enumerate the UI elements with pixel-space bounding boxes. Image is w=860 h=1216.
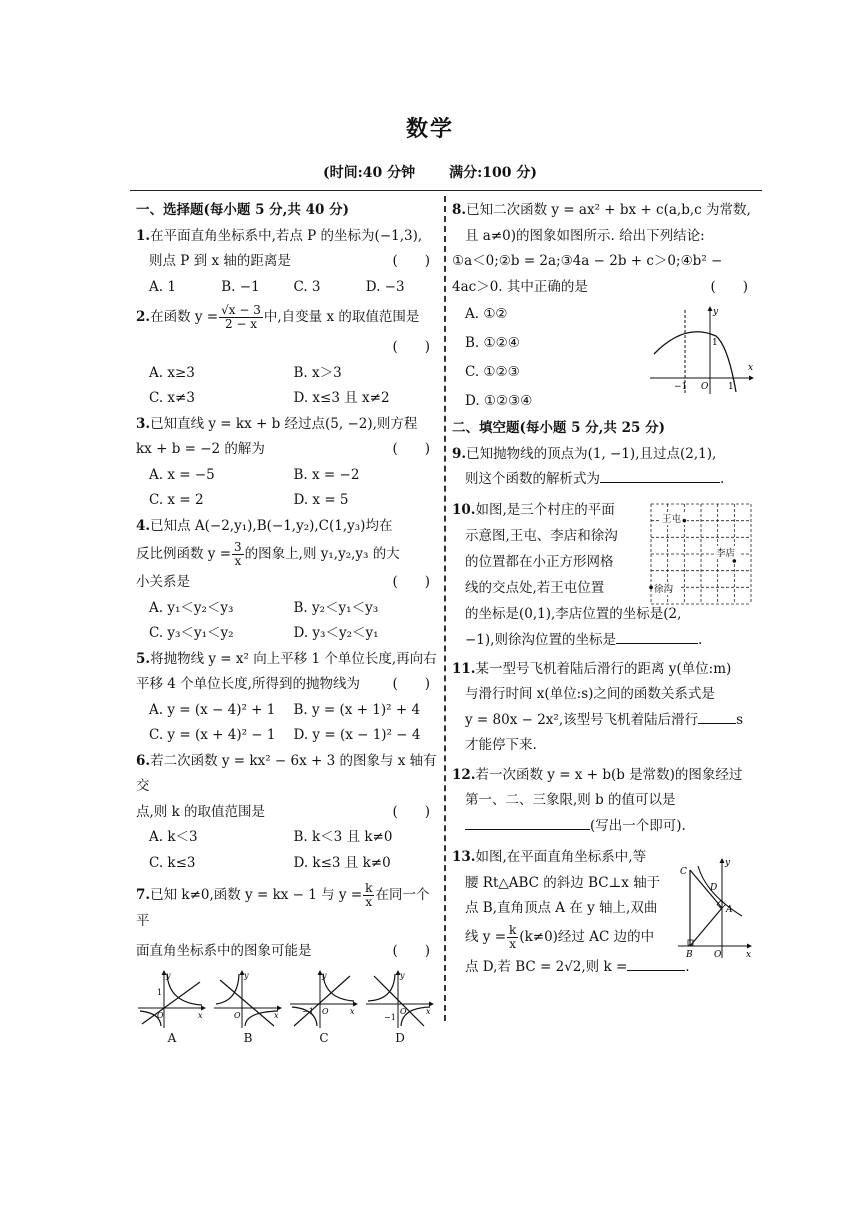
question-text: 的位置都在小正方形网格	[465, 553, 614, 570]
question-number: 3.	[136, 415, 151, 432]
question-number: 7.	[136, 887, 151, 903]
origin-label: O	[157, 1011, 164, 1020]
y-axis-label: y	[166, 971, 171, 980]
question-text: 已知二次函数 y = ax² + bx + c(a,b,c 为常数,	[466, 202, 751, 218]
question-10: 10.如图,是三个村庄的平面 示意图,王屯、李店和徐沟 的位置都在小正方形网格 线的交点处,若王屯位置 的坐标是(0,1),李店位置的坐标是(2, −1),则徐沟位置的坐标是 .	[452, 497, 756, 653]
x-axis-label: x	[426, 1007, 431, 1016]
question-text: 点,则 k 的取值范围是	[136, 803, 266, 820]
option-a[interactable]: A. ①②	[465, 306, 508, 322]
question-text: 示意图,王屯、李店和徐沟	[465, 527, 618, 544]
fraction-denominator: x	[365, 895, 373, 909]
question-text: 与滑行时间 x(单位:s)之间的函数关系式是	[465, 686, 715, 702]
answer-paren: ( )	[392, 441, 430, 457]
y-axis-label: y	[713, 307, 719, 317]
question-text: (写出一个即可).	[590, 817, 686, 834]
option-a[interactable]: A. k＜3	[149, 829, 198, 845]
question-text: 将抛物线 y = x² 向上平移 1 个单位长度,再向右	[150, 650, 437, 667]
x-axis-label: x	[350, 1007, 355, 1016]
question-number: 8.	[452, 202, 467, 218]
q8-parabola-figure	[648, 304, 758, 396]
fraction-numerator: 3	[234, 540, 242, 554]
graph-b	[212, 968, 284, 1030]
tick-label: 1	[157, 988, 163, 997]
option-b[interactable]: B. x＞3	[293, 364, 342, 381]
question-text: 某一型号飞机着陆后滑行的距离 y(单位:m)	[475, 660, 732, 677]
question-text: 则这个函数的解析式为	[465, 471, 600, 487]
question-7	[136, 882, 438, 1046]
question-text: 已知直线 y = kx + b 经过点(5, −2),则方程	[150, 415, 418, 432]
y-axis-label: y	[244, 971, 249, 980]
question-2	[136, 304, 438, 412]
tick-label: −1	[674, 382, 688, 392]
question-13: 13.如图,在平面直角坐标系中,等 腰 Rt△ABC 的斜边 BC⊥x 轴于 点 B,直角顶点 A 在 y 轴上,双曲 线 y = $\frac{k}{x}$ (k≠0)经过 AC 边的中 点 D,若 BC = 2√2,则 k = .	[452, 845, 756, 980]
question-text: 则点 P 到 x 轴的距离是	[149, 253, 291, 269]
time-limit: (时间:40 分钟	[322, 165, 416, 181]
option-b[interactable]: B. x = −2	[293, 466, 360, 483]
tick-label: −1	[384, 1013, 396, 1022]
graph-label: C	[319, 1031, 329, 1045]
x-axis-label: x	[274, 1011, 279, 1020]
origin-label: O	[400, 1007, 407, 1016]
question-5	[136, 647, 438, 749]
question-text: −1),则徐沟位置的坐标是	[465, 631, 616, 648]
q13-triangle-figure	[676, 854, 756, 962]
origin-label: O	[322, 1007, 329, 1016]
y-axis-label: y	[322, 971, 327, 980]
question-text: 的坐标是(0,1),李店位置的坐标是(2,	[465, 605, 682, 622]
question-text: 在平面直角坐标系中,若点 P 的坐标为(−1,3),	[150, 227, 423, 244]
question-text: 点 B,直角顶点 A 在 y 轴上,双曲	[465, 900, 658, 916]
question-1	[136, 224, 438, 301]
fraction	[219, 304, 263, 331]
answer-blank[interactable]	[627, 970, 685, 971]
option-c[interactable]: C. x = 2	[149, 492, 204, 508]
question-text: 中,自变量 x 的取值范围是	[263, 309, 420, 325]
question-text: 在函数 y =	[150, 309, 219, 325]
option-c[interactable]: C. y₃＜y₁＜y₂	[149, 625, 234, 641]
question-number: 10.	[452, 501, 476, 518]
option-c[interactable]: C. 3	[293, 278, 321, 295]
option-d[interactable]: D. y = (x − 1)² − 4	[293, 727, 421, 743]
village-label-lidian: 李店	[716, 548, 736, 559]
option-b[interactable]: B. −1	[221, 278, 260, 295]
answer-paren: ( )	[392, 574, 430, 590]
graph-option-a[interactable]	[136, 968, 208, 1046]
origin-label: O	[234, 1011, 241, 1020]
option-c[interactable]: C. k≤3	[149, 854, 196, 871]
question-number: 12.	[452, 766, 476, 783]
point-label-a: A	[726, 905, 733, 915]
question-text: 若一次函数 y = x + b(b 是常数)的图象经过	[475, 766, 743, 783]
answer-blank[interactable]	[465, 829, 590, 830]
answer-blank[interactable]	[698, 723, 736, 724]
q10-village-grid	[649, 502, 753, 606]
option-b[interactable]: B. y = (x + 1)² + 4	[293, 701, 421, 718]
fraction-denominator: x	[234, 554, 242, 568]
question-text: 在同一个平	[136, 887, 430, 929]
question-text: 线的交点处,若王屯位置	[465, 579, 605, 596]
answer-paren: ( )	[392, 676, 430, 692]
answer-paren: ( )	[392, 803, 430, 820]
option-c[interactable]: C. x≠3	[149, 390, 195, 406]
option-c[interactable]: C. ①②③	[465, 364, 520, 380]
option-a[interactable]: A. y₁＜y₂＜y₃	[149, 599, 234, 616]
y-axis-label: y	[400, 971, 405, 980]
graph-option-d[interactable]	[364, 968, 436, 1046]
question-4	[136, 514, 438, 647]
page-title: 数学	[405, 116, 454, 142]
question-text: y = 80x − 2x²,该型号飞机着陆后滑行	[465, 711, 699, 728]
village-point	[649, 586, 653, 590]
question-text: 腰 Rt△ABC 的斜边 BC⊥x 轴于	[465, 874, 661, 891]
answer-paren: ( )	[392, 942, 430, 959]
answer-blank[interactable]	[616, 643, 698, 644]
fraction-numerator: k	[509, 922, 517, 937]
option-b[interactable]: B. y₂＜y₁＜y₃	[293, 599, 379, 616]
village-label-wangtun: 王屯	[662, 514, 682, 525]
origin-label: O	[701, 382, 709, 392]
question-text: 面直角坐标系中的图象可能是	[136, 942, 312, 959]
question-number: 5.	[136, 650, 151, 667]
question-text: 才能停下来.	[465, 737, 537, 753]
question-3	[136, 412, 438, 514]
question-number: 4.	[136, 517, 151, 534]
answer-paren: ( )	[392, 253, 430, 269]
answer-paren: ( )	[710, 278, 748, 295]
answer-paren: ( )	[392, 339, 430, 355]
graph-d	[364, 968, 436, 1030]
fraction-denominator: x	[509, 936, 517, 951]
option-b[interactable]: B. k＜3 且 k≠0	[293, 829, 393, 845]
graph-c	[288, 968, 360, 1030]
graph-option-c[interactable]	[288, 968, 360, 1046]
question-text: 反比例函数 y =	[136, 546, 232, 562]
unit-label: s	[736, 711, 744, 728]
question-number: 1.	[136, 227, 151, 244]
question-text: 第一、二、三象限,则 b 的值可以是	[465, 792, 676, 808]
column-divider	[444, 196, 446, 1021]
fraction	[363, 882, 374, 909]
question-text: 平移 4 个单位长度,所得到的抛物线为	[136, 676, 360, 692]
graph-a	[136, 968, 208, 1030]
tick-label: −1	[302, 1007, 314, 1016]
option-d[interactable]: D. ①②③④	[465, 393, 533, 409]
section-heading-fill: 二、填空题(每小题 5 分,共 25 分)	[452, 420, 665, 436]
x-axis-label: x	[746, 950, 752, 960]
fraction-numerator: k	[365, 881, 373, 895]
question-text: ①a＜0;②b = 2a;③4a − 2b + c＞0;④b² −	[452, 253, 723, 269]
option-d[interactable]: D. x≤3 且 x≠2	[293, 390, 390, 406]
option-d[interactable]: D. −3	[365, 278, 405, 295]
question-number: 9.	[452, 445, 467, 462]
question-11	[452, 657, 756, 759]
section-heading-choice: 一、选择题(每小题 5 分,共 40 分)	[136, 202, 349, 218]
y-axis-label: y	[725, 858, 731, 868]
question-text: 的图象上,则 y₁,y₂,y₃ 的大	[244, 546, 400, 562]
option-d[interactable]: D. x = 5	[293, 492, 349, 508]
point-label-b: B	[686, 950, 693, 960]
question-text: (k≠0)经过 AC 边的中	[519, 928, 655, 945]
x-axis-label: x	[198, 1011, 203, 1020]
question-text: 且 a≠0)的图象如图所示. 给出下列结论:	[465, 227, 705, 244]
answer-blank[interactable]	[600, 482, 720, 483]
option-d[interactable]: D. y₃＜y₂＜y₁	[293, 625, 379, 641]
question-number: 11.	[452, 660, 476, 677]
point-label-c: C	[680, 867, 687, 877]
village-point	[733, 559, 737, 563]
graph-label: D	[395, 1031, 405, 1045]
question-text: 如图,在平面直角坐标系中,等	[475, 849, 647, 865]
option-graphs	[136, 968, 436, 1046]
fraction	[232, 541, 244, 568]
origin-label: O	[714, 950, 722, 960]
graph-label: A	[167, 1031, 177, 1045]
option-d[interactable]: D. k≤3 且 k≠0	[293, 854, 391, 871]
fraction-numerator: √x − 3	[221, 303, 261, 317]
village-label-xugou: 徐沟	[654, 584, 674, 595]
question-12	[452, 763, 756, 840]
question-number: 2.	[136, 309, 151, 325]
question-text: kx + b = −2 的解为	[136, 441, 265, 457]
tick-label: 1	[728, 382, 734, 392]
fraction	[507, 924, 518, 951]
question-6	[136, 749, 438, 877]
x-axis-label: x	[748, 363, 754, 373]
full-score: 满分:100 分)	[449, 165, 538, 181]
option-a[interactable]: A. x = −5	[149, 466, 215, 483]
question-text: 4ac＞0. 其中正确的是	[452, 278, 588, 295]
option-c[interactable]: C. y = (x + 4)² − 1	[149, 727, 276, 743]
tick-label: 1	[712, 338, 718, 348]
left-column	[136, 198, 438, 1046]
option-b[interactable]: B. ①②④	[465, 335, 520, 351]
graph-label: B	[243, 1031, 253, 1045]
question-9: 9.已知抛物线的顶点为(1, −1),且过点(2,1), 则这个函数的解析式为 .	[452, 445, 725, 487]
option-a[interactable]: A. y = (x − 4)² + 1	[149, 701, 276, 718]
question-text: 已知 k≠0,函数 y = kx − 1 与 y =	[150, 887, 363, 903]
question-text: 已知点 A(−2,y₁),B(−1,y₂),C(1,y₃)均在	[150, 517, 393, 534]
question-text: 若二次函数 y = kx² − 6x + 3 的图象与 x 轴有交	[136, 752, 437, 794]
question-number: 13.	[452, 849, 476, 865]
question-text: 已知抛物线的顶点为(1, −1),且过点(2,1),	[466, 445, 717, 462]
header-rule	[130, 190, 762, 191]
fraction-denominator: 2 − x	[224, 317, 258, 331]
question-text: 点 D,若 BC = 2√2,则 k =	[465, 958, 628, 975]
point-label-d: D	[710, 883, 718, 893]
exam-info	[0, 162, 860, 182]
village-point	[683, 519, 687, 523]
option-a[interactable]: A. x≥3	[149, 364, 195, 381]
graph-option-b[interactable]	[212, 968, 284, 1046]
question-text: 线 y =	[465, 928, 507, 945]
question-text: 如图,是三个村庄的平面	[475, 501, 615, 518]
option-a[interactable]: A. 1	[149, 278, 176, 295]
question-number: 6.	[136, 752, 151, 769]
question-text: 小关系是	[136, 574, 190, 590]
